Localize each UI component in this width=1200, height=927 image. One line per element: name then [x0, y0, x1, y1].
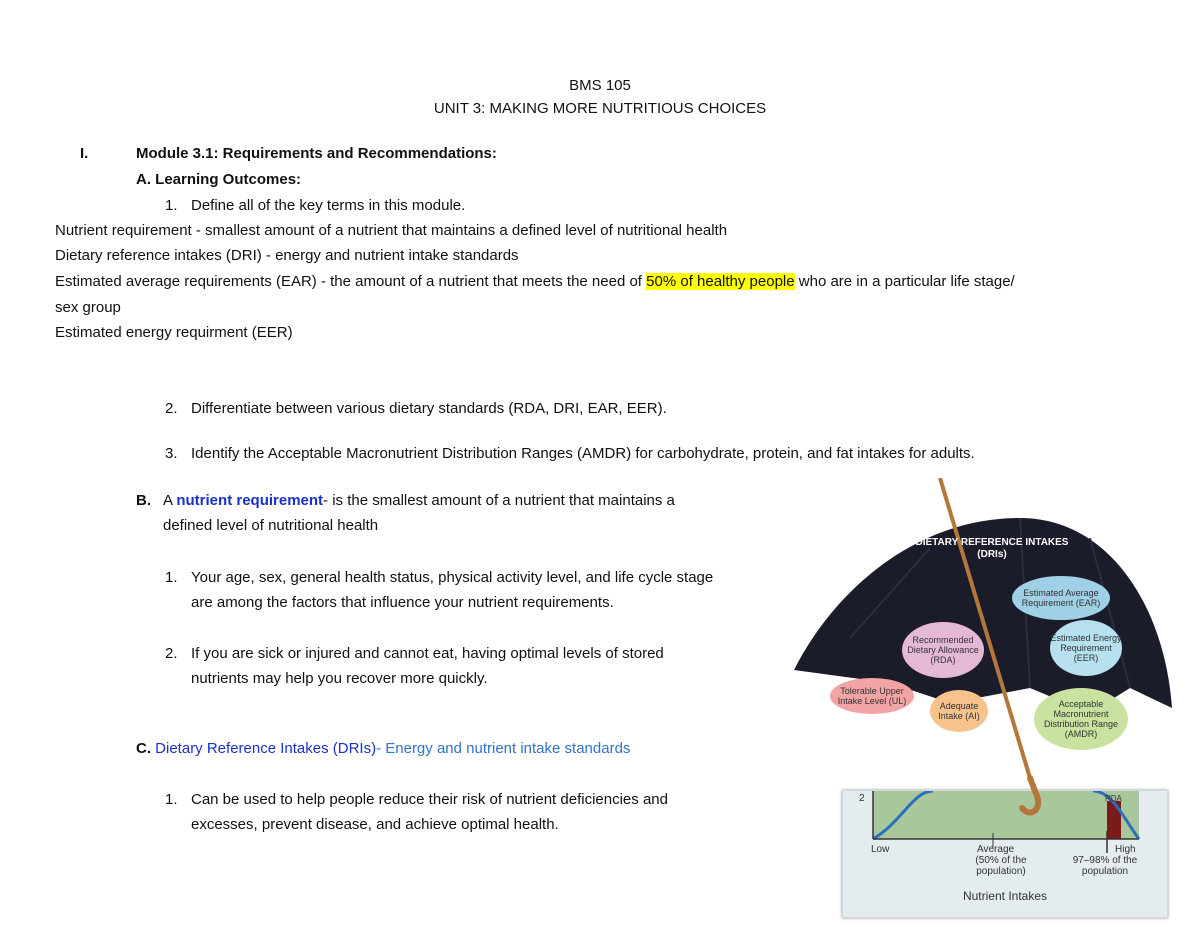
y-tick: 2	[859, 793, 865, 804]
outcome-3-text: Identify the Acceptable Macronutrient Distribution Ranges (AMDR) for carbohydrate, protein, and fat intakes for adults.	[191, 445, 975, 462]
x-axis-label: Nutrient Intakes	[962, 889, 1048, 903]
dri-umbrella-figure	[790, 478, 1180, 923]
dri-use-1-number: 1.	[165, 791, 178, 808]
section-c-sep: -	[376, 740, 386, 757]
note-nutrient-requirement: Nutrient requirement - smallest amount of a nutrient that maintains a defined level of nutritional health	[55, 222, 728, 239]
factor-1-text-2: are among the factors that influence your nutrient requirements.	[191, 594, 614, 611]
section-b-letter: B.	[136, 492, 151, 509]
note-ear-post: who are in a particular life stage/	[794, 273, 1015, 290]
ear-bubble: Estimated Average Requirement (EAR)	[1012, 576, 1110, 620]
unit-title: UNIT 3: MAKING MORE NUTRITIOUS CHOICES	[433, 100, 767, 117]
module-title: Module 3.1: Requirements and Recommendations:	[136, 145, 497, 162]
average-sublabel: (50% of the population)	[975, 855, 1027, 877]
factor-2-text-1: If you are sick or injured and cannot eat, having optimal levels of stored	[191, 645, 664, 662]
section-b-def-1: - is the smallest amount of a nutrient that maintains a	[323, 492, 675, 509]
note-ear-continued: sex group	[55, 299, 121, 316]
factor-2-text-2: nutrients may help you recover more quickly.	[191, 670, 488, 687]
section-a-heading	[136, 171, 301, 189]
module-numeral: I.	[80, 145, 89, 162]
ai-bubble: Adequate Intake (AI)	[930, 690, 988, 732]
low-label: Low	[871, 844, 890, 855]
rda-label: RDA	[1105, 794, 1122, 803]
section-c-heading	[136, 740, 630, 758]
umbrella-title	[902, 537, 1082, 561]
high-label: High	[1115, 844, 1136, 855]
factor-2-number: 2.	[165, 645, 178, 662]
note-ear	[55, 273, 1015, 291]
section-a-title: Learning Outcomes:	[155, 171, 302, 188]
outcome-2	[165, 400, 667, 418]
outcome-2-number: 2.	[165, 400, 178, 417]
outcome-3-number: 3.	[165, 445, 178, 462]
section-c-letter: C.	[136, 740, 151, 757]
dri-definition: Energy and nutrient intake standards	[385, 740, 631, 757]
dri-term: Dietary Reference Intakes (DRIs)	[155, 740, 377, 757]
note-dri: Dietary reference intakes (DRI) - energy and nutrient intake standards	[55, 247, 519, 264]
section-b-lead: A	[163, 492, 177, 509]
dri-use-1-text-2: excesses, prevent disease, and achieve optimal health.	[191, 816, 559, 833]
factor-1-text-1: Your age, sex, general health status, physical activity level, and life cycle stage	[191, 569, 714, 586]
section-b-line-2: defined level of nutritional health	[163, 517, 379, 534]
dri-use-1	[165, 791, 668, 809]
outcome-1	[165, 197, 465, 215]
factor-1	[165, 569, 713, 587]
note-ear-pre: Estimated average requirements (EAR) - the amount of a nutrient that meets the need of	[55, 273, 647, 290]
outcome-1-number: 1.	[165, 197, 178, 214]
dri-use-1-text-1: Can be used to help people reduce their risk of nutrient deficiencies and	[191, 791, 668, 808]
amdr-bubble: Acceptable Macronutrient Distribution Range (AMDR)	[1034, 688, 1128, 750]
high-sublabel: 97–98% of the population	[1072, 855, 1138, 877]
eer-bubble: Estimated Energy Requirement (EER)	[1050, 620, 1122, 676]
nutrient-requirement-term: nutrient requirement	[176, 492, 324, 509]
umbrella-title-line-1: DIETARY REFERENCE INTAKES	[915, 537, 1069, 548]
outcome-2-text: Differentiate between various dietary standards (RDA, DRI, EAR, EER).	[191, 400, 667, 417]
factor-1-number: 1.	[165, 569, 178, 586]
ul-bubble: Tolerable Upper Intake Level (UL)	[830, 678, 914, 714]
factor-2	[165, 645, 664, 663]
outcome-3	[165, 445, 975, 463]
average-label: Average	[977, 844, 1015, 855]
section-a-letter: A.	[136, 171, 151, 188]
outcome-1-text: Define all of the key terms in this module.	[191, 197, 466, 214]
umbrella-title-line-2: (DRIs)	[977, 549, 1007, 560]
course-code: BMS 105	[569, 77, 631, 94]
note-eer: Estimated energy requirment (EER)	[55, 324, 293, 341]
note-ear-highlight: 50% of healthy people	[646, 273, 795, 290]
umbrella-handle	[1022, 778, 1038, 812]
rda-bubble: Recommended Dietary Allowance (RDA)	[902, 622, 984, 678]
section-b-line-1	[136, 492, 675, 510]
